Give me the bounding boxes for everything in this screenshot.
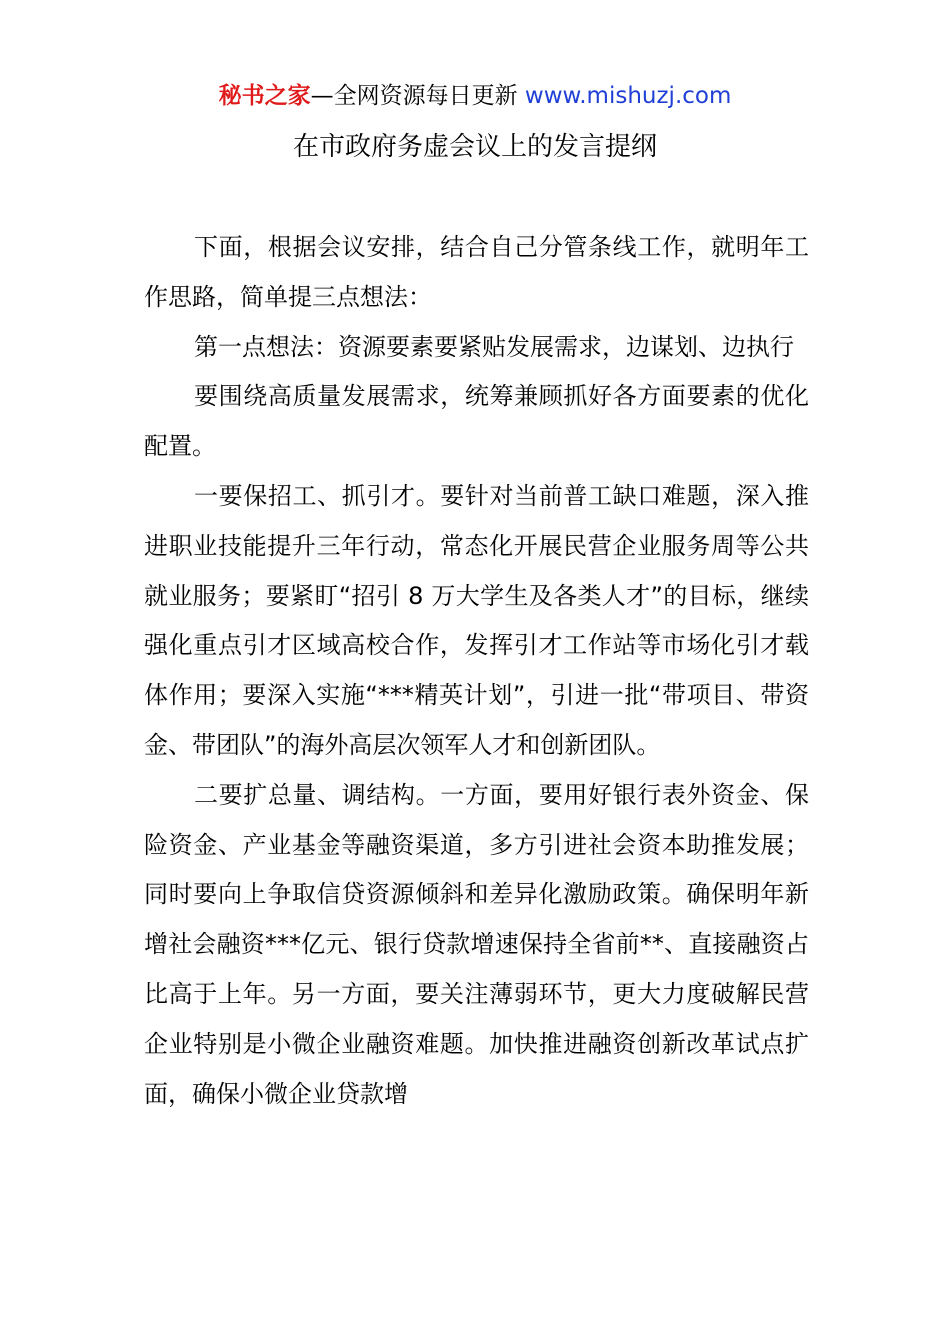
paragraph-recruitment: 一要保招工、抓引才。要针对当前普工缺口难题，深入推进职业技能提升三年行动，常态化开展民营企业服务周等公共就业服务；要紧盯“招引 8 万大学生及各类人才”的目标，继续强化重点引才区域高校合作，发挥引才工作站等市场化引才载体作用；要深入实施“***精英计划”，引进一批“带项目、带资金、带团队”的海外高层次领军人才和创新团队。 <box>144 481 809 759</box>
brand-name: 秘书之家 <box>218 83 311 109</box>
paragraph-heading-1: 第一点想法：资源要素要紧贴发展需求，边谋划、边执行 <box>194 332 794 361</box>
site-header <box>0 80 950 112</box>
paragraph-financing: 二要扩总量、调结构。一方面，要用好银行表外资金、保险资金、产业基金等融资渠道，多方引进社会资本助推发展；同时要向上争取信贷资源倾斜和差异化激励政策。确保明年新增社会融资***亿元、银行贷款增速保持全省前**、直接融资占比高于上年。另一方面，要关注薄弱环节，更大力度破解民营企业特别是小微企业融资难题。加快推进融资创新改革试点扩面，确保小微企业贷款增 <box>144 780 809 1108</box>
header-tagline: —全网资源每日更新 <box>310 83 518 109</box>
site-url: www.mishuzj.com <box>524 83 732 109</box>
document-title: 在市政府务虚会议上的发言提纲 <box>292 132 657 162</box>
paragraph-intro: 下面，根据会议安排，结合自己分管条线工作，就明年工作思路，简单提三点想法： <box>144 233 809 311</box>
paragraph-summary: 要围绕高质量发展需求，统筹兼顾抓好各方面要素的优化配置。 <box>144 382 809 461</box>
document-body <box>144 223 809 1119</box>
